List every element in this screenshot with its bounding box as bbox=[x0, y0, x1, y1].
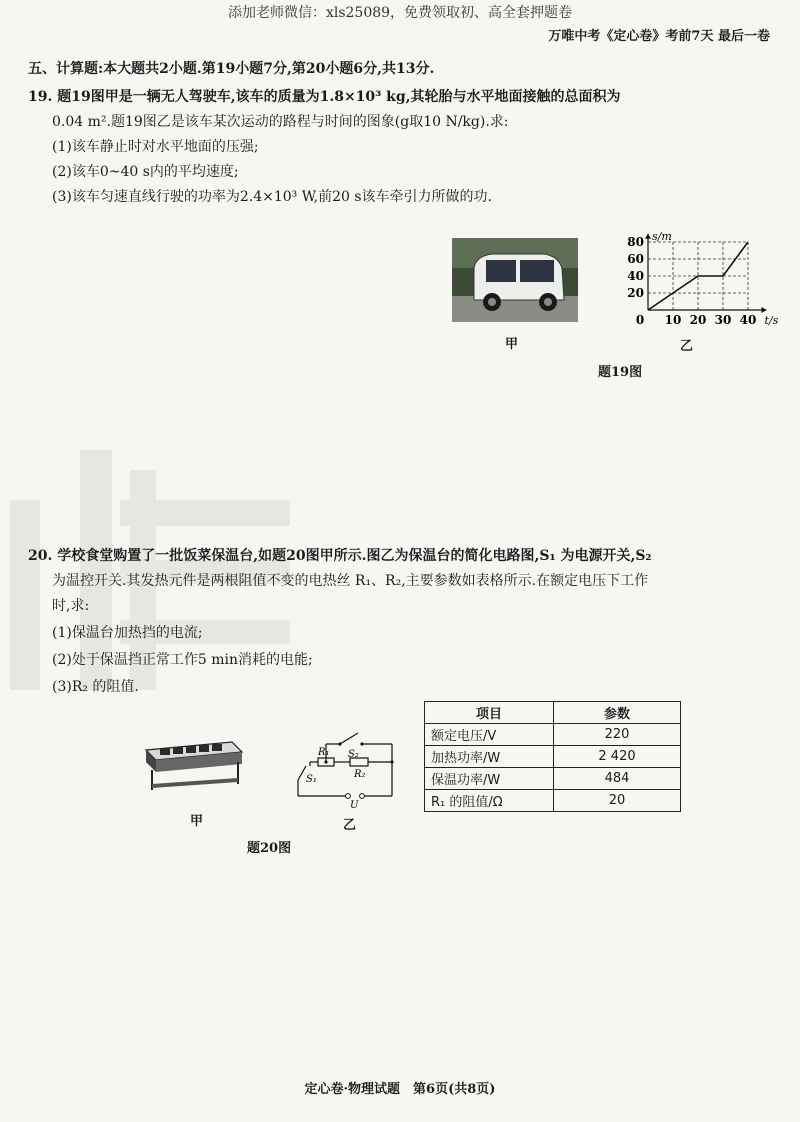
label-r1: R₁ bbox=[318, 747, 330, 758]
table-row bbox=[425, 724, 681, 746]
table-row bbox=[425, 746, 681, 768]
table-cell: R₁ 的阻值/Ω bbox=[425, 790, 554, 812]
fig19-label-jia: 甲 bbox=[505, 337, 519, 352]
q20-sub-1: (1)保温台加热挡的电流; bbox=[52, 625, 203, 641]
label-s1: S₁ bbox=[306, 774, 317, 785]
driverless-car-photo bbox=[452, 238, 578, 322]
food-warmer-photo bbox=[140, 736, 245, 798]
label-r2: R₂ bbox=[354, 769, 366, 780]
q19-line-2: 0.04 m².题19图乙是该车某次运动的路程与时间的图象(g取10 N/kg).求: bbox=[52, 114, 509, 130]
table-cell: 484 bbox=[554, 768, 681, 790]
exam-brand: 万唯中考《定心卷》考前7天 最后一卷 bbox=[548, 29, 770, 44]
x-axis-arrow bbox=[762, 307, 767, 313]
y-tick-label: 40 bbox=[627, 269, 644, 283]
parameter-table bbox=[424, 701, 681, 812]
st-graph bbox=[616, 210, 779, 340]
table-cell: 220 bbox=[554, 724, 681, 746]
x-tick-label: 20 bbox=[689, 313, 707, 327]
table-cell: 20 bbox=[554, 790, 681, 812]
y-tick-label: 20 bbox=[627, 286, 644, 300]
fig19-caption: 题19图 bbox=[598, 365, 643, 380]
y-tick-label: 80 bbox=[627, 235, 644, 249]
fig20-caption: 题20图 bbox=[247, 841, 292, 856]
x-axis-label: t/s bbox=[764, 314, 779, 327]
x-tick-label: 10 bbox=[664, 313, 682, 327]
table-cell: 加热功率/W bbox=[425, 746, 554, 768]
table-cell: 2 420 bbox=[554, 746, 681, 768]
q20-line-1: 20. 学校食堂购置了一批饭菜保温台,如题20图甲所示.图乙为保温台的简化电路图,S₁ 为电源开关,S₂ bbox=[28, 548, 652, 564]
q19-sub-1: (1)该车静止时对水平地面的压强; bbox=[52, 139, 259, 155]
fig19-label-yi: 乙 bbox=[680, 339, 694, 354]
table-cell: 额定电压/V bbox=[425, 724, 554, 746]
table-header: 参数 bbox=[554, 702, 681, 724]
q20-sub-2: (2)处于保温挡正常工作5 min消耗的电能; bbox=[52, 652, 313, 668]
table-header: 项目 bbox=[425, 702, 554, 724]
y-axis-arrow bbox=[645, 234, 651, 239]
x-tick-label: 30 bbox=[714, 313, 732, 327]
ad-banner: 添加老师微信：xls25089，免费领取初、高全套押题卷 bbox=[227, 5, 573, 21]
q20-sub-3: (3)R₂ 的阻值. bbox=[52, 679, 139, 695]
table-row bbox=[425, 768, 681, 790]
table-row bbox=[425, 790, 681, 812]
q19-sub-3: (3)该车匀速直线行驶的功率为2.4×10³ W,前20 s该车牵引力所做的功. bbox=[52, 189, 492, 205]
table-cell: 保温功率/W bbox=[425, 768, 554, 790]
origin-label: 0 bbox=[635, 313, 645, 327]
fig20-label-yi: 乙 bbox=[343, 818, 357, 833]
circuit-diagram bbox=[292, 724, 408, 816]
q19-line-1: 19. 题19图甲是一辆无人驾驶车,该车的质量为1.8×10³ kg,其轮胎与水平地面接触的总面积为 bbox=[28, 89, 621, 105]
page-footer: 定心卷·物理试题 第6页(共8页) bbox=[304, 1082, 496, 1097]
fig20-label-jia: 甲 bbox=[190, 814, 204, 829]
y-axis-label: s/m bbox=[652, 229, 672, 243]
label-s2: S₂ bbox=[348, 749, 359, 760]
table-header-row bbox=[425, 702, 681, 724]
x-tick-label: 40 bbox=[739, 313, 757, 327]
section-title: 五、计算题:本大题共2小题.第19小题7分,第20小题6分,共13分. bbox=[28, 61, 435, 77]
label-u: U bbox=[350, 800, 359, 811]
q19-sub-2: (2)该车0~40 s内的平均速度; bbox=[52, 164, 239, 180]
y-tick-label: 60 bbox=[627, 252, 644, 266]
q20-line-2: 为温控开关.其发热元件是两根阻值不变的电热丝 R₁、R₂,主要参数如表格所示.在额定电压下工作 bbox=[52, 573, 649, 589]
q20-line-3: 时,求: bbox=[52, 598, 90, 614]
